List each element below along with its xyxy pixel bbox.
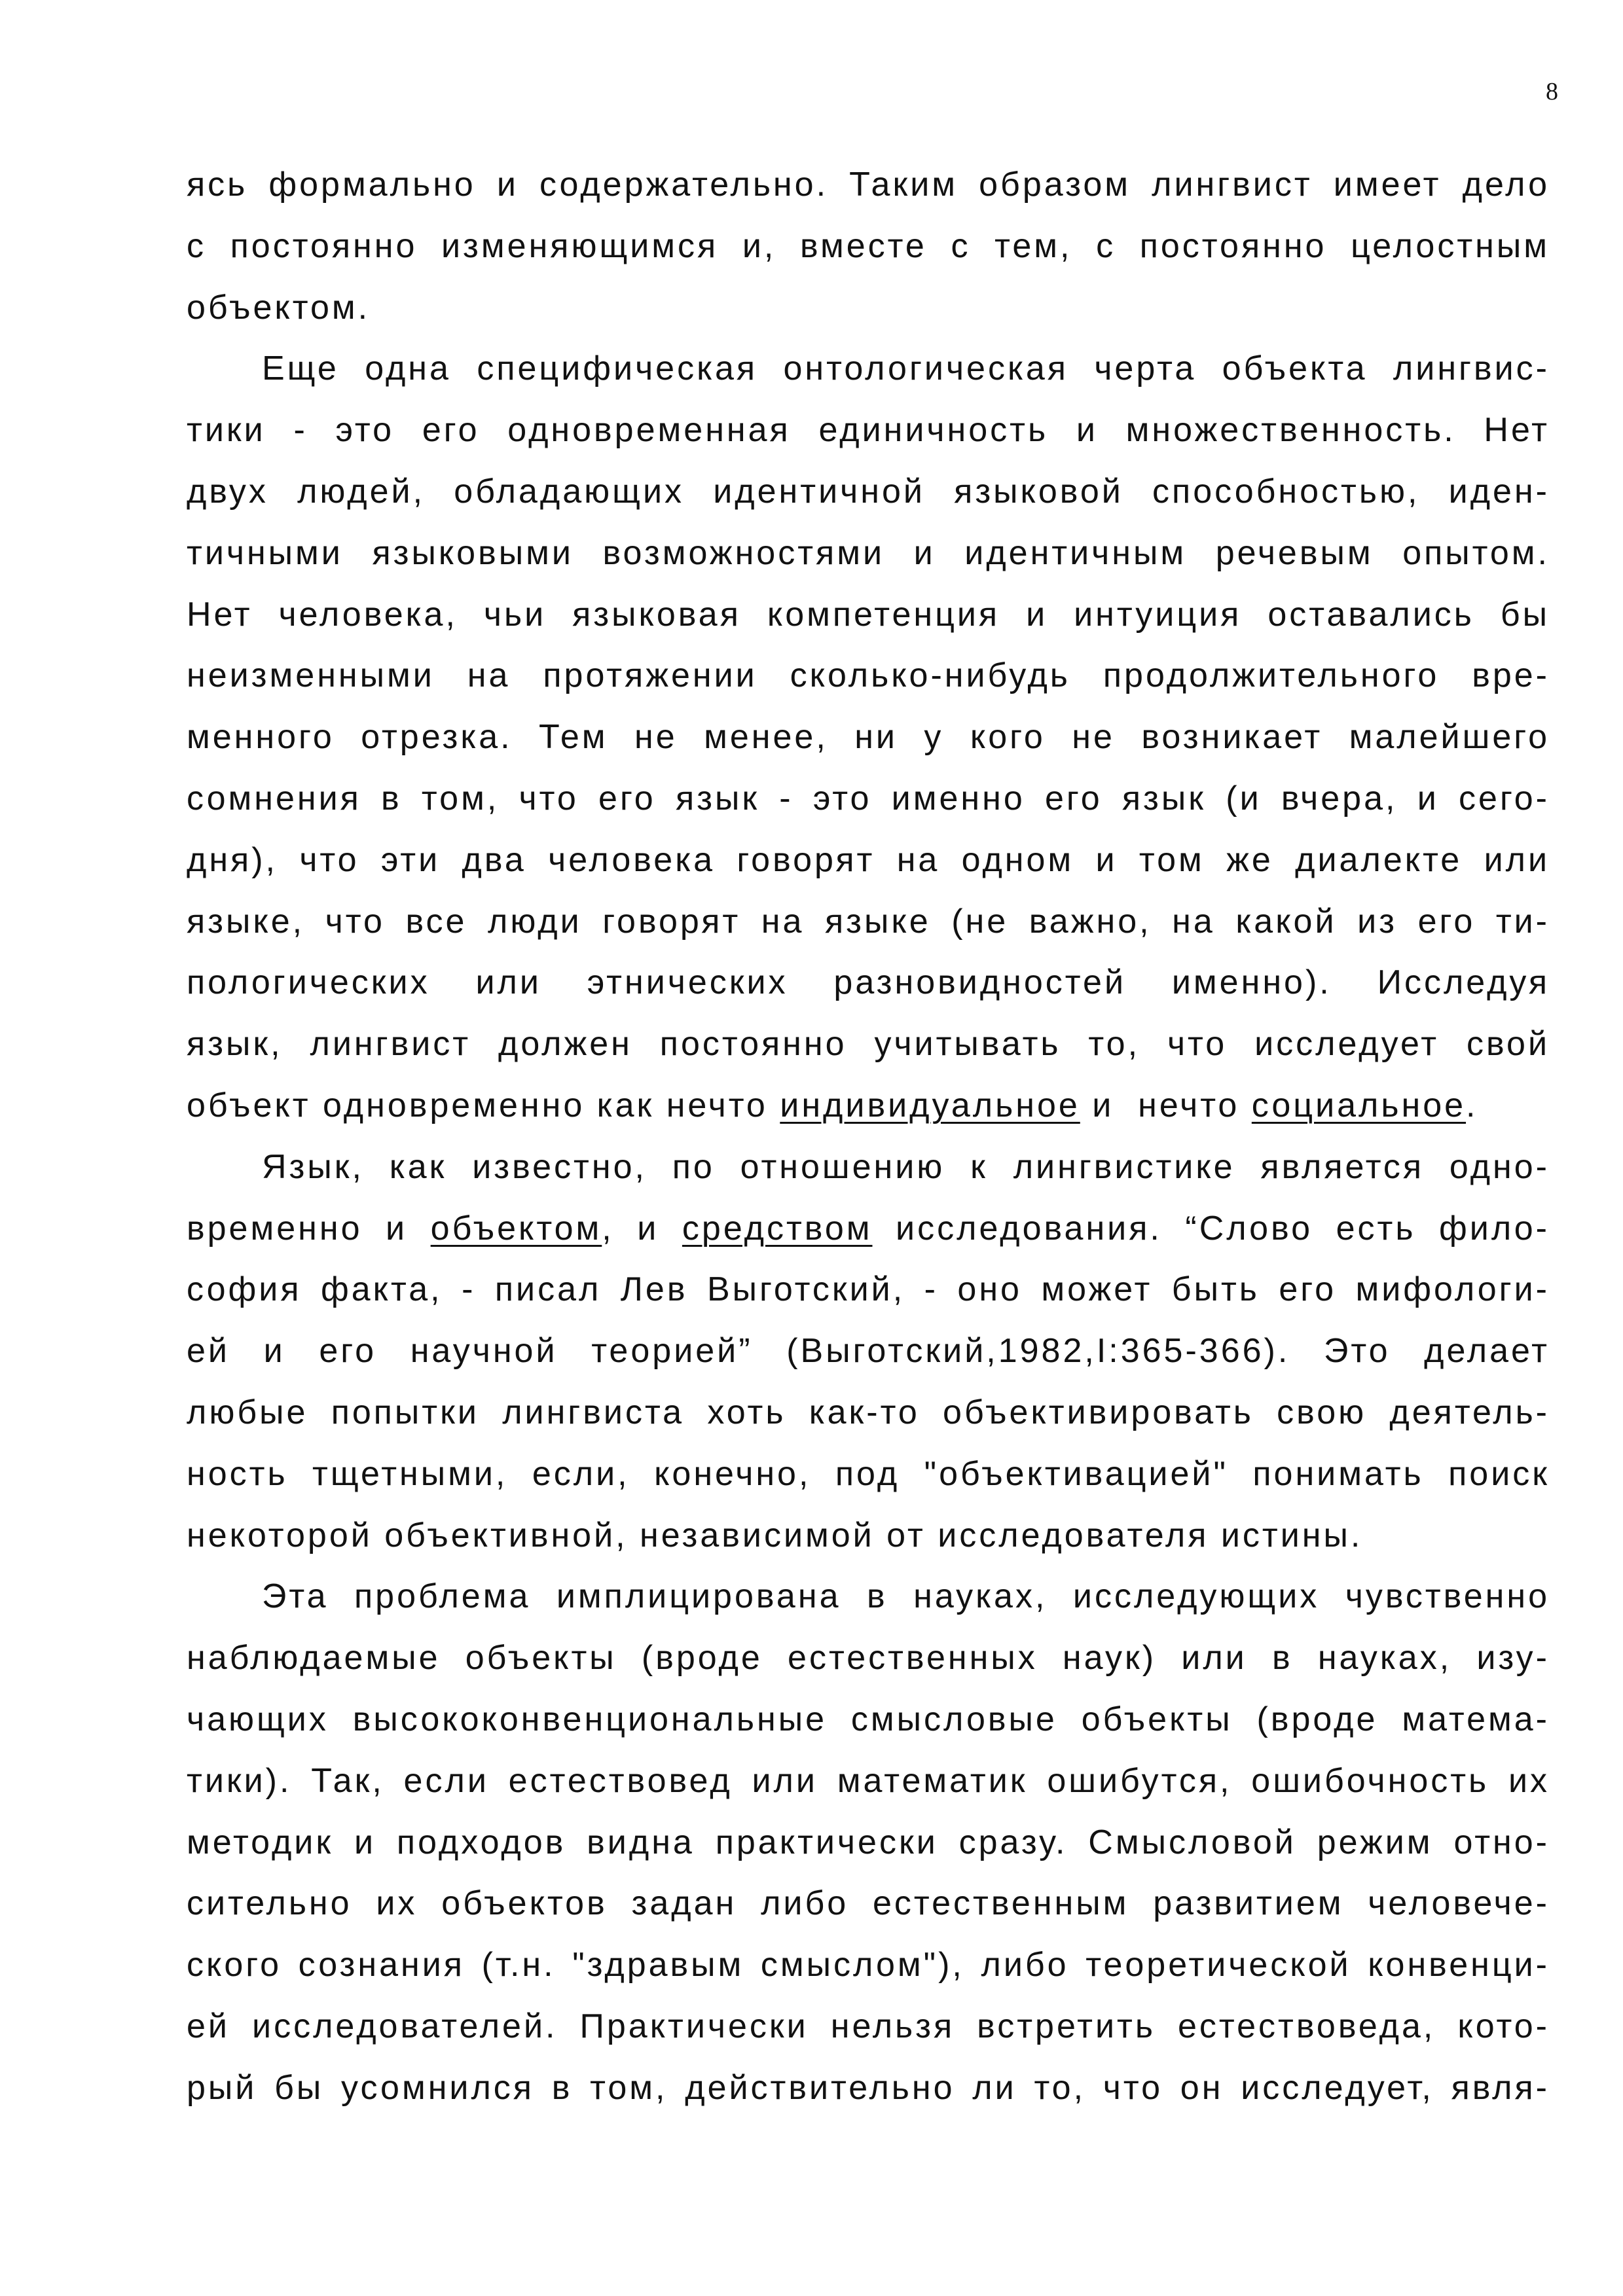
text-line: сомнения в том, что его язык - это именно его язык (и вчера, и сего- [187,779,1550,817]
text-line: сительно их объектов задан либо естественным развитием человече- [187,1884,1550,1923]
underlined-term-individual: индивидуальное [780,1086,1080,1124]
text-line: ей и его научной теорией” (Выготский,1982,I:365-366). Это делает [187,1332,1550,1371]
page-number: 8 [1546,78,1558,105]
text-line: методик и подходов видна практически сразу. Смысловой режим отно- [187,1823,1550,1861]
text-line: ность тщетными, если, конечно, под "объективацией" понимать поиск [187,1454,1550,1493]
text-line: ясь формально и содержательно. Таким образом лингвист имеет дело [187,166,1550,204]
text-line: некоторой объективной, независимой от исследователя истины. [187,1516,1363,1554]
text-line: с постоянно изменяющимся и, вместе с тем, с постоянно целостным [187,226,1550,265]
text-line: неизменными на протяжении сколько-нибудь продолжительного вре- [187,656,1550,695]
text-line: чающих высококонвенциональные смысловые объекты (вроде матема- [187,1700,1550,1738]
text-line: наблюдаемые объекты (вроде естественных наук) или в науках, изу- [187,1639,1550,1677]
text-line: тики). Так, если естествовед или математик ошибутся, ошибочность их [187,1761,1550,1800]
text-line: языке, что все люди говорят на языке (не важно, на какой из его ти- [187,902,1550,941]
text-line: пологических или этнических разновидностей именно). Исследуя [187,963,1550,1002]
underlined-term-social: социальное [1251,1086,1467,1124]
text-line: дня), что эти два человека говорят на одном и том же диалекте или [187,840,1550,879]
text-line: двух людей, обладающих идентичной языковой способностью, иден- [187,472,1550,511]
text-line: менного отрезка. Тем не менее, ни у кого не возникает малейшего [187,718,1550,757]
text-line: Нет человека, чьи языковая компетенция и интуиция оставались бы [187,595,1550,634]
text-line: ей исследователей. Практически нельзя встретить естествоведа, кото- [187,2007,1550,2045]
underlined-term-object: объектом [430,1209,602,1247]
text-line: тичными языковыми возможностями и идентичным речевым опытом. [187,533,1550,572]
body-text [187,154,1550,2119]
text-line: Язык, как известно, по отношению к лингвистике является одно- [262,1147,1550,1186]
text-line: язык, лингвист должен постоянно учитывать то, что исследует свой [187,1025,1550,1064]
text-line: рый бы усомнился в том, действительно ли то, что он исследует, явля- [187,2068,1550,2107]
text-line: ского сознания (т.н. "здравым смыслом"), либо теоретической конвенци- [187,1946,1550,1984]
text-line: любые попытки лингвиста хоть как-то объективировать свою деятель- [187,1393,1550,1431]
text-line: Еще одна специфическая онтологическая черта объекта лингвис- [262,350,1550,388]
text-line: софия факта, - писал Лев Выготский, - оно может быть его мифологи- [187,1270,1550,1309]
underlined-term-means: средством [682,1209,873,1247]
text-line: тики - это его одновременная единичность и множественность. Нет [187,411,1550,450]
text-line: объект одновременно как нечто индивидуальное и нечто социальное. [187,1086,1478,1124]
text-line: Эта проблема имплицирована в науках, исследующих чувственно [262,1577,1550,1616]
text-line: объектом. [187,288,371,327]
text-line: временно и объектом, и средством исследования. “Слово есть фило- [187,1209,1550,1247]
